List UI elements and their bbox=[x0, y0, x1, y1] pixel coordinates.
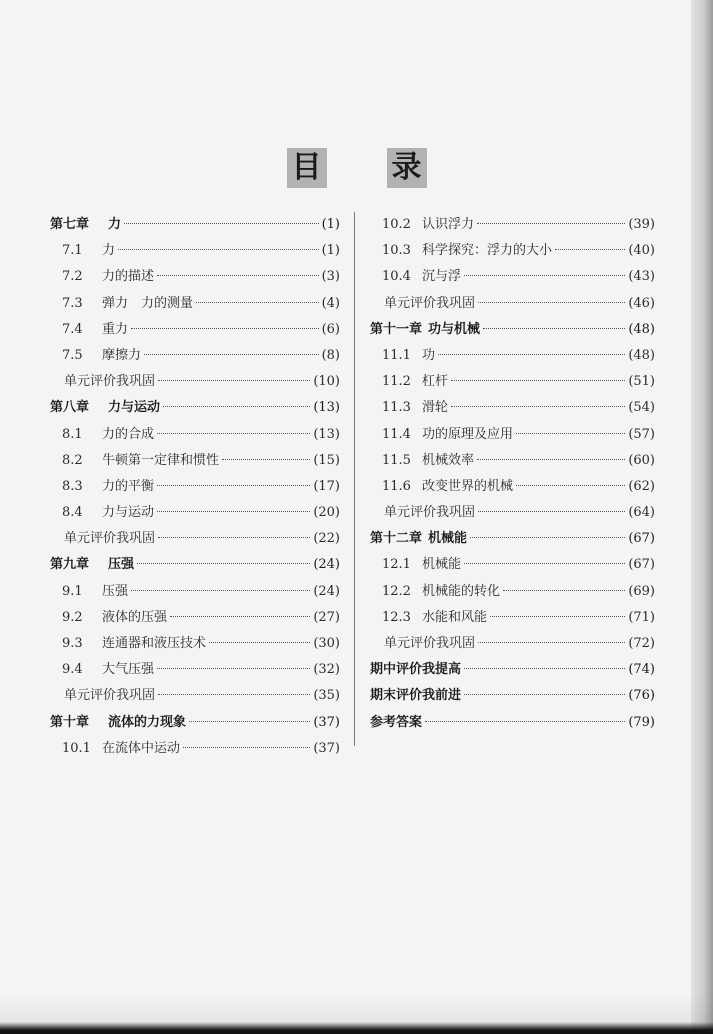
toc-entry[interactable] bbox=[50, 291, 340, 317]
dot-leader bbox=[158, 536, 310, 538]
dot-leader bbox=[157, 667, 310, 669]
toc-entry-page: (67) bbox=[628, 531, 655, 547]
toc-entry-title: 压强 bbox=[108, 557, 135, 573]
dot-leader bbox=[490, 615, 625, 617]
bottom-edge-shadow bbox=[0, 994, 713, 1034]
toc-entry-title: 滑轮 bbox=[422, 400, 449, 416]
toc-entry[interactable] bbox=[370, 579, 655, 605]
toc-entry-title: 大气压强 bbox=[102, 662, 155, 678]
toc-entry-page: (69) bbox=[628, 583, 655, 599]
toc-entry-page: (30) bbox=[313, 636, 340, 651]
toc-entry-title: 力与运动 bbox=[102, 505, 155, 521]
toc-entry-page: (67) bbox=[628, 557, 655, 573]
toc-entry-page: (6) bbox=[321, 321, 340, 337]
toc-entry[interactable] bbox=[370, 710, 655, 736]
toc-entry-number: 第十二章 bbox=[370, 531, 423, 547]
title-char-1: 目 bbox=[287, 148, 327, 188]
toc-entry-title: 单元评价我巩固 bbox=[64, 688, 156, 704]
dot-leader bbox=[196, 301, 319, 303]
toc-entry[interactable] bbox=[370, 343, 655, 369]
dot-leader bbox=[477, 222, 625, 224]
dot-leader bbox=[157, 484, 310, 486]
toc-entry-page: (54) bbox=[628, 400, 655, 416]
toc-entry-number: 第九章 bbox=[50, 557, 90, 573]
toc-entry[interactable] bbox=[50, 395, 340, 421]
toc-entry-number: 11.4 bbox=[382, 426, 411, 442]
dot-leader bbox=[555, 248, 625, 250]
dot-leader bbox=[425, 720, 625, 722]
toc-entry[interactable] bbox=[370, 631, 655, 657]
toc-entry-title: 机械效率 bbox=[422, 452, 475, 468]
toc-entry-number: 第八章 bbox=[50, 400, 90, 416]
toc-entry-page: (79) bbox=[628, 714, 655, 730]
dot-leader bbox=[438, 353, 625, 355]
dot-leader bbox=[157, 274, 319, 276]
dot-leader bbox=[477, 458, 625, 460]
toc-entry-title: 功 bbox=[422, 347, 436, 363]
toc-entry-page: (37) bbox=[313, 740, 340, 756]
dot-leader bbox=[464, 274, 625, 276]
dot-leader bbox=[516, 484, 625, 486]
toc-entry-title: 重力 bbox=[102, 321, 129, 337]
dot-leader bbox=[478, 510, 625, 512]
toc-entry-number: 12.2 bbox=[382, 583, 411, 599]
toc-entry-page: (40) bbox=[628, 243, 655, 259]
toc-entry-title: 压强 bbox=[102, 583, 129, 599]
toc-entry-page: (8) bbox=[321, 347, 340, 363]
toc-entry-number: 11.3 bbox=[382, 400, 411, 416]
toc-entry-title: 功与机械 bbox=[428, 321, 481, 337]
toc-entry[interactable] bbox=[370, 448, 655, 474]
dot-leader bbox=[478, 641, 625, 643]
dot-leader bbox=[137, 562, 310, 564]
toc-entry-number: 7.3 bbox=[62, 295, 83, 311]
toc-entry[interactable] bbox=[370, 605, 655, 631]
toc-entry-title: 连通器和液压技术 bbox=[102, 636, 207, 651]
toc-entry-number: 7.5 bbox=[62, 347, 83, 363]
toc-entry-page: (74) bbox=[628, 662, 655, 678]
toc-entry-number: 10.2 bbox=[382, 217, 411, 232]
toc-entry[interactable] bbox=[370, 395, 655, 421]
toc-entry-title: 单元评价我巩固 bbox=[384, 505, 476, 521]
toc-entry[interactable] bbox=[50, 422, 340, 448]
toc-entry-page: (76) bbox=[628, 688, 655, 704]
toc-entry-title: 科学探究：浮力的大小 bbox=[422, 243, 553, 259]
toc-entry-number: 7.2 bbox=[62, 269, 83, 285]
toc-entry-title: 单元评价我巩固 bbox=[384, 295, 476, 311]
column-divider bbox=[354, 212, 355, 746]
toc-entry-number: 第十一章 bbox=[370, 321, 423, 337]
toc-entry-number: 11.5 bbox=[382, 452, 411, 468]
toc-entry-number: 10.4 bbox=[382, 269, 411, 285]
dot-leader bbox=[209, 641, 310, 643]
toc-entry-title: 牛顿第一定律和惯性 bbox=[102, 452, 220, 468]
toc-entry-page: (64) bbox=[628, 505, 655, 521]
toc-entry[interactable] bbox=[50, 264, 340, 290]
dot-leader bbox=[131, 589, 310, 591]
dot-leader bbox=[451, 405, 625, 407]
toc-entry-page: (35) bbox=[313, 688, 340, 704]
dot-leader bbox=[158, 693, 310, 695]
toc-entry-page: (46) bbox=[628, 295, 655, 311]
toc-entry[interactable] bbox=[50, 631, 340, 657]
dot-leader bbox=[157, 510, 310, 512]
dot-leader bbox=[222, 458, 310, 460]
toc-entry-title: 沉与浮 bbox=[422, 269, 462, 285]
toc-entry-page: (62) bbox=[628, 478, 655, 494]
toc-entry[interactable] bbox=[50, 343, 340, 369]
toc-entry-number: 11.1 bbox=[382, 347, 411, 363]
dot-leader bbox=[483, 327, 625, 329]
dot-leader bbox=[183, 746, 310, 748]
toc-entry-page: (17) bbox=[313, 478, 340, 494]
page-title bbox=[0, 148, 713, 188]
toc-entry-page: (13) bbox=[313, 400, 340, 416]
toc-entry-number: 11.6 bbox=[382, 478, 411, 494]
title-char-2: 录 bbox=[387, 148, 427, 188]
toc-entry-number: 第十章 bbox=[50, 714, 90, 730]
toc-entry[interactable] bbox=[50, 474, 340, 500]
toc-entry-page: (57) bbox=[628, 426, 655, 442]
toc-entry-number: 8.4 bbox=[62, 505, 83, 521]
toc-entry-page: (24) bbox=[313, 583, 340, 599]
toc-entry-title: 机械能的转化 bbox=[422, 583, 501, 599]
toc-entry-page: (24) bbox=[313, 557, 340, 573]
toc-entry[interactable] bbox=[370, 291, 655, 317]
toc-entry-page: (22) bbox=[313, 531, 340, 547]
dot-leader bbox=[118, 248, 319, 250]
toc-entry-title: 改变世界的机械 bbox=[422, 478, 514, 494]
dot-leader bbox=[464, 667, 625, 669]
toc-entry[interactable] bbox=[50, 605, 340, 631]
toc-entry-page: (48) bbox=[628, 347, 655, 363]
toc-entry[interactable] bbox=[50, 579, 340, 605]
toc-entry-number: 8.3 bbox=[62, 478, 83, 494]
dot-leader bbox=[464, 693, 625, 695]
toc-entry-number: 9.2 bbox=[62, 609, 83, 625]
toc-entry-title: 液体的压强 bbox=[102, 609, 168, 625]
toc-entry[interactable] bbox=[370, 422, 655, 448]
toc-entry[interactable] bbox=[370, 238, 655, 264]
toc-entry[interactable] bbox=[50, 736, 340, 762]
toc-entry-title: 流体的力现象 bbox=[108, 714, 187, 730]
toc-entry-number: 9.3 bbox=[62, 636, 83, 651]
toc-entry-title: 力的平衡 bbox=[102, 478, 155, 494]
toc-entry-title: 机械能 bbox=[428, 531, 468, 547]
toc-entry-page: (32) bbox=[313, 662, 340, 678]
toc-entry[interactable] bbox=[50, 526, 340, 552]
toc-entry-page: (20) bbox=[313, 505, 340, 521]
toc-entry-title: 杠杆 bbox=[422, 374, 449, 390]
toc-entry-number: 第七章 bbox=[50, 217, 90, 232]
toc-entry[interactable] bbox=[50, 683, 340, 709]
dot-leader bbox=[189, 720, 310, 722]
dot-leader bbox=[464, 562, 625, 564]
toc-entry[interactable] bbox=[370, 474, 655, 500]
toc-entry-page: (72) bbox=[628, 636, 655, 651]
toc-entry-number: 10.1 bbox=[62, 740, 91, 756]
toc-entry-number: 7.4 bbox=[62, 321, 83, 337]
toc-entry-page: (39) bbox=[628, 217, 655, 232]
dot-leader bbox=[163, 405, 310, 407]
toc-entry-title: 认识浮力 bbox=[422, 217, 475, 232]
dot-leader bbox=[157, 432, 310, 434]
toc-entry-page: (43) bbox=[628, 269, 655, 285]
toc-entry[interactable] bbox=[50, 710, 340, 736]
toc-entry-page: (13) bbox=[313, 426, 340, 442]
toc-entry[interactable] bbox=[370, 369, 655, 395]
toc-entry[interactable] bbox=[370, 657, 655, 683]
toc-entry-title: 单元评价我巩固 bbox=[384, 636, 476, 651]
toc-entry-number: 12.3 bbox=[382, 609, 411, 625]
toc-entry[interactable] bbox=[370, 212, 655, 238]
toc-entry-title: 力的描述 bbox=[102, 269, 155, 285]
toc-entry-page: (1) bbox=[321, 243, 340, 259]
toc-entry-number: 12.1 bbox=[382, 557, 411, 573]
toc-entry[interactable] bbox=[370, 683, 655, 709]
dot-leader bbox=[158, 379, 310, 381]
toc-entry-page: (27) bbox=[313, 609, 340, 625]
toc-entry-title: 机械能 bbox=[422, 557, 462, 573]
toc-left-column bbox=[50, 212, 340, 762]
toc-entry[interactable] bbox=[50, 212, 340, 238]
toc-entry-page: (15) bbox=[313, 452, 340, 468]
dot-leader bbox=[478, 301, 625, 303]
dot-leader bbox=[470, 536, 625, 538]
toc-entry-title: 参考答案 bbox=[370, 714, 423, 730]
toc-entry-page: (48) bbox=[628, 321, 655, 337]
toc-entry-number: 9.4 bbox=[62, 662, 83, 678]
toc-entry-number: 8.2 bbox=[62, 452, 83, 468]
toc-entry-title: 力 bbox=[102, 243, 116, 259]
toc-right-column bbox=[370, 212, 655, 736]
dot-leader bbox=[124, 222, 319, 224]
toc-entry-title: 期末评价我前进 bbox=[370, 688, 462, 704]
dot-leader bbox=[503, 589, 625, 591]
toc-entry-page: (60) bbox=[628, 452, 655, 468]
toc-entry[interactable] bbox=[370, 317, 655, 343]
toc-entry-page: (71) bbox=[628, 609, 655, 625]
toc-entry-page: (51) bbox=[628, 374, 655, 390]
toc-entry-page: (1) bbox=[321, 217, 340, 232]
toc-entry-title: 单元评价我巩固 bbox=[64, 374, 156, 390]
toc-entry-title: 期中评价我提高 bbox=[370, 662, 462, 678]
toc-entry-title: 力与运动 bbox=[108, 400, 161, 416]
dot-leader bbox=[516, 432, 625, 434]
toc-entry[interactable] bbox=[370, 552, 655, 578]
dot-leader bbox=[131, 327, 319, 329]
toc-entry-page: (37) bbox=[313, 714, 340, 730]
toc-entry-title: 力 bbox=[108, 217, 122, 232]
dot-leader bbox=[451, 379, 625, 381]
toc-entry-number: 7.1 bbox=[62, 243, 83, 259]
toc-entry[interactable] bbox=[50, 552, 340, 578]
toc-entry-title: 弹力 力的测量 bbox=[102, 295, 194, 311]
toc-entry-title: 单元评价我巩固 bbox=[64, 531, 156, 547]
toc-entry-number: 8.1 bbox=[62, 426, 83, 442]
toc-entry[interactable] bbox=[370, 526, 655, 552]
toc-entry[interactable] bbox=[370, 500, 655, 526]
toc-entry-page: (3) bbox=[321, 269, 340, 285]
dot-leader bbox=[170, 615, 310, 617]
toc-entry-title: 功的原理及应用 bbox=[422, 426, 514, 442]
toc-entry[interactable] bbox=[370, 264, 655, 290]
toc-entry-number: 11.2 bbox=[382, 374, 411, 390]
toc-entry-page: (10) bbox=[313, 374, 340, 390]
toc-entry-title: 力的合成 bbox=[102, 426, 155, 442]
toc-entry[interactable] bbox=[50, 500, 340, 526]
toc-entry[interactable] bbox=[50, 369, 340, 395]
toc-entry[interactable] bbox=[50, 238, 340, 264]
toc-entry-title: 在流体中运动 bbox=[102, 740, 181, 756]
toc-entry[interactable] bbox=[50, 448, 340, 474]
toc-entry-title: 摩擦力 bbox=[102, 347, 142, 363]
toc-entry-title: 水能和风能 bbox=[422, 609, 488, 625]
toc-entry[interactable] bbox=[50, 317, 340, 343]
dot-leader bbox=[144, 353, 319, 355]
toc-entry[interactable] bbox=[50, 657, 340, 683]
toc-entry-number: 9.1 bbox=[62, 583, 83, 599]
toc-entry-number: 10.3 bbox=[382, 243, 411, 259]
toc-entry-page: (4) bbox=[321, 295, 340, 311]
